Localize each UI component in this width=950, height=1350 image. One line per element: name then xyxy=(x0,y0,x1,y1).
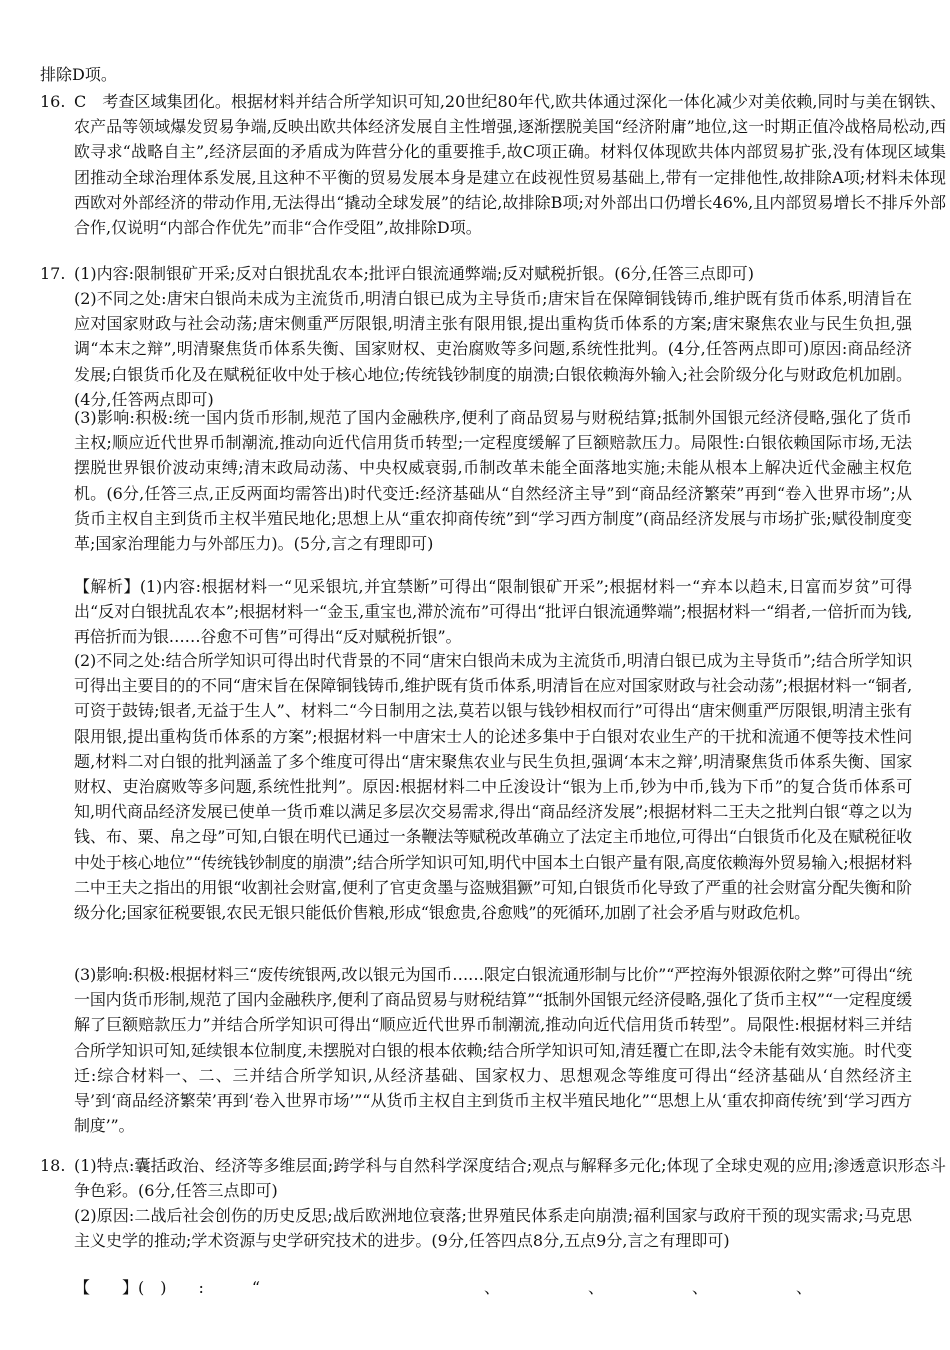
question-17-number: 17. xyxy=(40,264,66,283)
analysis-part-1: 【解析】(1)内容:根据材料一“见采银坑,并宜禁断”可得出“限制银矿开采”;根据材料一“弃本以趋末,日富而岁贫”可得出“反对白银扰乱农本”;根据材料一“金玉,重宝也,滞於流布”可得出“批评白银流通弊端”;根据材料一“绢者,一倍折而为钱,再倍折而为银……谷愈不可售”可得出“反对赋税折银”。 xyxy=(74,577,912,647)
line-exclude-d: 排除D项。 xyxy=(40,65,117,84)
question-16 xyxy=(40,89,946,240)
question-17-part-1-text: (1)内容:限制银矿开采;反对白银扰乱农本;批评白银流通弊端;反对赋税折银。(6分,任答三点即可) xyxy=(74,264,754,283)
truncated-analysis-line: 【 】( ) : “ 、 、 、 、 xyxy=(74,1278,813,1297)
question-18-part-1-text: (1)特点:囊括政治、经济等多维层面;跨学科与自然科学深度结合;观点与解释多元化;体现了全球史观的应用;渗透意识形态斗争色彩。(6分,任答三点即可) xyxy=(74,1156,946,1201)
question-18-part-1 xyxy=(40,1153,946,1203)
analysis-part-2: (2)不同之处:结合所学知识可得出时代背景的不同“唐宋白银尚未成为主流货币,明清白银已成为主导货币”;结合所学知识可得出主要目的的不同“唐宋旨在保障铜钱铸币,维护既有货币体系,明清旨在应对国家财政与社会动荡”;根据材料一“铜者,可资于鼓铸;银者,无益于生人”、材料二“今日制用之法,莫若以银与钱钞相权而行”可得出“唐宋侧重严厉限银,明清主张有限用银,提出重构货币体系的方案”;根据材料一中唐宋士人的论述多集中于白银对农业生产的干扰和流通不便等技术性问题,材料二对白银的批判涵盖了多个维度可得出“唐宋聚焦农业与民生负担,强调‘本末之辩’,明清聚焦货币体系失衡、国家财权、吏治腐败等多问题,系统性批判”。原因:根据材料二中丘浚设计“银为上币,钞为中币,钱为下币”的复合货币体系可知,明代商品经济发展已使单一货币难以满足多层次交易需求,得出“商品经济发展”;根据材料二王夫之批判白银“尊之以为钱、布、粟、帛之母”可知,白银在明代已通过一条鞭法等赋税改革确立了法定主币地位,可得出“白银货币化及在赋税征收中处于核心地位”“传统钱钞制度的崩溃”;结合所学知识可知,明代中国本土白银产量有限,高度依赖海外贸易输入;根据材料二中王夫之指出的用银“收割社会财富,便利了官吏贪墨与盗贼猖獗”可知,白银货币化导致了严重的社会财富分配失衡和阶级分化;国家征税要银,农民无银只能低价售粮,形成“银愈贵,谷愈贱”的死循环,加剧了社会矛盾与财政危机。 xyxy=(74,651,912,923)
question-16-number: 16. xyxy=(40,92,66,111)
analysis-part-3: (3)影响:积极:根据材料三“废传统银两,改以银元为国币……限定白银流通形制与比价”“严控海外银源依附之弊”可得出“统一国内货币形制,规范了国内金融秩序,便利了商品贸易与财税结算”“抵制外国银元经济侵略,强化了货币主权”“一定程度缓解了巨额赔款压力”并结合所学知识可得出“顺应近代世界币制潮流,推动向近代信用货币转型”。局限性:根据材料三并结合所学知识可知,延续银本位制度,未摆脱对白银的根本依赖;结合所学知识可知,清廷覆亡在即,法令未能有效实施。时代变迁:综合材料一、二、三并结合所学知识,从经济基础、国家权力、思想观念等维度可得出“经济基础从‘自然经济主导’到‘商品经济繁荣’再到‘卷入世界市场’”“从货币主权自主到货币主权半殖民地化”“思想上从‘重农抑商传统’到‘学习西方制度’”。 xyxy=(74,965,912,1136)
question-18-number: 18. xyxy=(40,1156,66,1175)
question-17-part-3: (3)影响:积极:统一国内货币形制,规范了国内金融秩序,便利了商品贸易与财税结算;抵制外国银元经济侵略,强化了货币主权;顺应近代世界币制潮流,推动向近代信用货币转型;一定程度缓解了巨额赔款压力。局限性:白银依赖国际市场,无法摆脱世界银价波动束缚;清末政局动荡、中央权威衰弱,币制改革未能全面落地实施;未能从根本上解决近代金融主权危机。(6分,任答三点,正反两面均需答出)时代变迁:经济基础从“自然经济主导”到“商品经济繁荣”再到“卷入世界市场”;从货币主权自主到货币主权半殖民地化;思想上从“重农抑商传统”到“学习西方制度”(商品经济发展与市场扩张;赋役制度变革;国家治理能力与外部压力)。(5分,言之有理即可) xyxy=(74,408,912,554)
question-17-part-2: (2)不同之处:唐宋白银尚未成为主流货币,明清白银已成为主导货币;唐宋旨在保障铜钱铸币,维护既有货币体系,明清旨在应对国家财政与社会动荡;唐宋侧重严厉限银,明清主张有限用银,提出重构货币体系的方案;唐宋聚焦农业与民生负担,强调“本末之辩”,明清聚焦货币体系失衡、国家财权、吏治腐败等多问题,系统性批判。(4分,任答两点即可)原因:商品经济发展;白银货币化及在赋税征收中处于核心地位;传统钱钞制度的崩溃;白银依赖海外输入;社会阶级分化与财政危机加剧。(4分,任答两点即可) xyxy=(74,289,912,409)
question-18-part-2: (2)原因:二战后社会创伤的历史反思;战后欧洲地位衰落;世界殖民体系走向崩溃;福利国家与政府干预的现实需求;马克思主义史学的推动;学术资源与史学研究技术的进步。(9分,任答四点8分,五点9分,言之有理即可) xyxy=(74,1206,912,1251)
question-17-part-1 xyxy=(40,261,946,286)
question-16-text: C 考查区域集团化。根据材料并结合所学知识可知,20世纪80年代,欧共体通过深化一体化减少对美依赖,同时与美在钢铁、农产品等领域爆发贸易争端,反映出欧共体经济发展自主性增强,逐渐摆脱美国“经济附庸”地位,这一时期正值冷战格局松动,西欧寻求“战略自主”,经济层面的矛盾成为阵营分化的重要推手,故C项正确。材料仅体现欧共体内部贸易扩张,没有体现区域集团推动全球治理体系发展,且这种不平衡的贸易发展本身是建立在歧视性贸易基础上,带有一定排他性,故排除A项;材料未体现西欧对外部经济的带动作用,无法得出“撬动全球发展”的结论,故排除B项;对外部出口仍增长46%,且内部贸易增长不排斥外部合作,仅说明“内部合作优先”而非“合作受阻”,故排除D项。 xyxy=(74,92,946,238)
